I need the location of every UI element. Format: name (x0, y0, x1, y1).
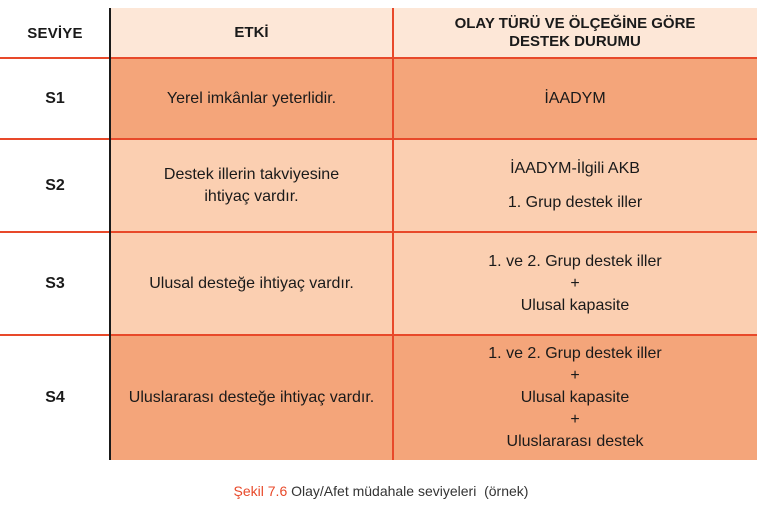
header-effect: ETKİ (110, 8, 393, 58)
support-levels-table (0, 8, 757, 460)
effect-cell: Ulusal desteğe ihtiyaç vardır. (110, 233, 393, 335)
support-cell (393, 140, 757, 232)
column-divider-effect (392, 8, 394, 460)
table-row (0, 140, 757, 232)
row-divider (0, 334, 757, 336)
support-line: İAADYM (544, 90, 606, 107)
effect-cell: Uluslararası desteğe ihtiyaç vardır. (110, 336, 393, 460)
support-line: Ulusal kapasite (520, 297, 630, 314)
support-line: 1. ve 2. Grup destek iller (488, 345, 662, 362)
level-cell: S2 (0, 140, 110, 232)
effect-text: Destek illerin takviyesine ihtiyaç vardır. (163, 166, 340, 205)
support-line: 1. ve 2. Grup destek iller (488, 253, 662, 270)
table-row (0, 59, 757, 139)
effect-cell: Yerel imkânlar yeterlidir. (110, 59, 393, 139)
figure-label: Şekil 7.6 (233, 483, 288, 499)
support-line: Ulusal kapasite (520, 389, 630, 406)
figure-caption (0, 483, 762, 499)
level-cell: S4 (0, 336, 110, 460)
table-row (0, 336, 757, 460)
level-cell: S1 (0, 59, 110, 139)
support-cell (393, 336, 757, 460)
support-line: 1. Grup destek iller (507, 194, 643, 211)
header-support (393, 8, 757, 58)
support-line: İAADYM-İlgili AKB (510, 160, 640, 177)
support-cell (393, 59, 757, 139)
row-divider (0, 138, 757, 140)
caption-text: Olay/Afet müdahale seviyeleri (örnek) (291, 483, 529, 499)
row-divider (0, 231, 757, 233)
column-divider-level (109, 8, 111, 460)
effect-cell (110, 140, 393, 232)
table-row (0, 233, 757, 335)
row-divider (0, 57, 757, 59)
support-plus: + (570, 275, 580, 292)
support-plus: + (570, 411, 580, 428)
level-cell: S3 (0, 233, 110, 335)
support-line: Uluslararası destek (506, 433, 644, 450)
support-plus: + (570, 367, 580, 384)
support-cell (393, 233, 757, 335)
header-support-text: OLAY TÜRÜ VE ÖLÇEĞİNE GÖRE DESTEK DURUMU (454, 15, 696, 50)
table-header-row (0, 8, 757, 58)
header-level: SEVİYE (0, 8, 110, 58)
